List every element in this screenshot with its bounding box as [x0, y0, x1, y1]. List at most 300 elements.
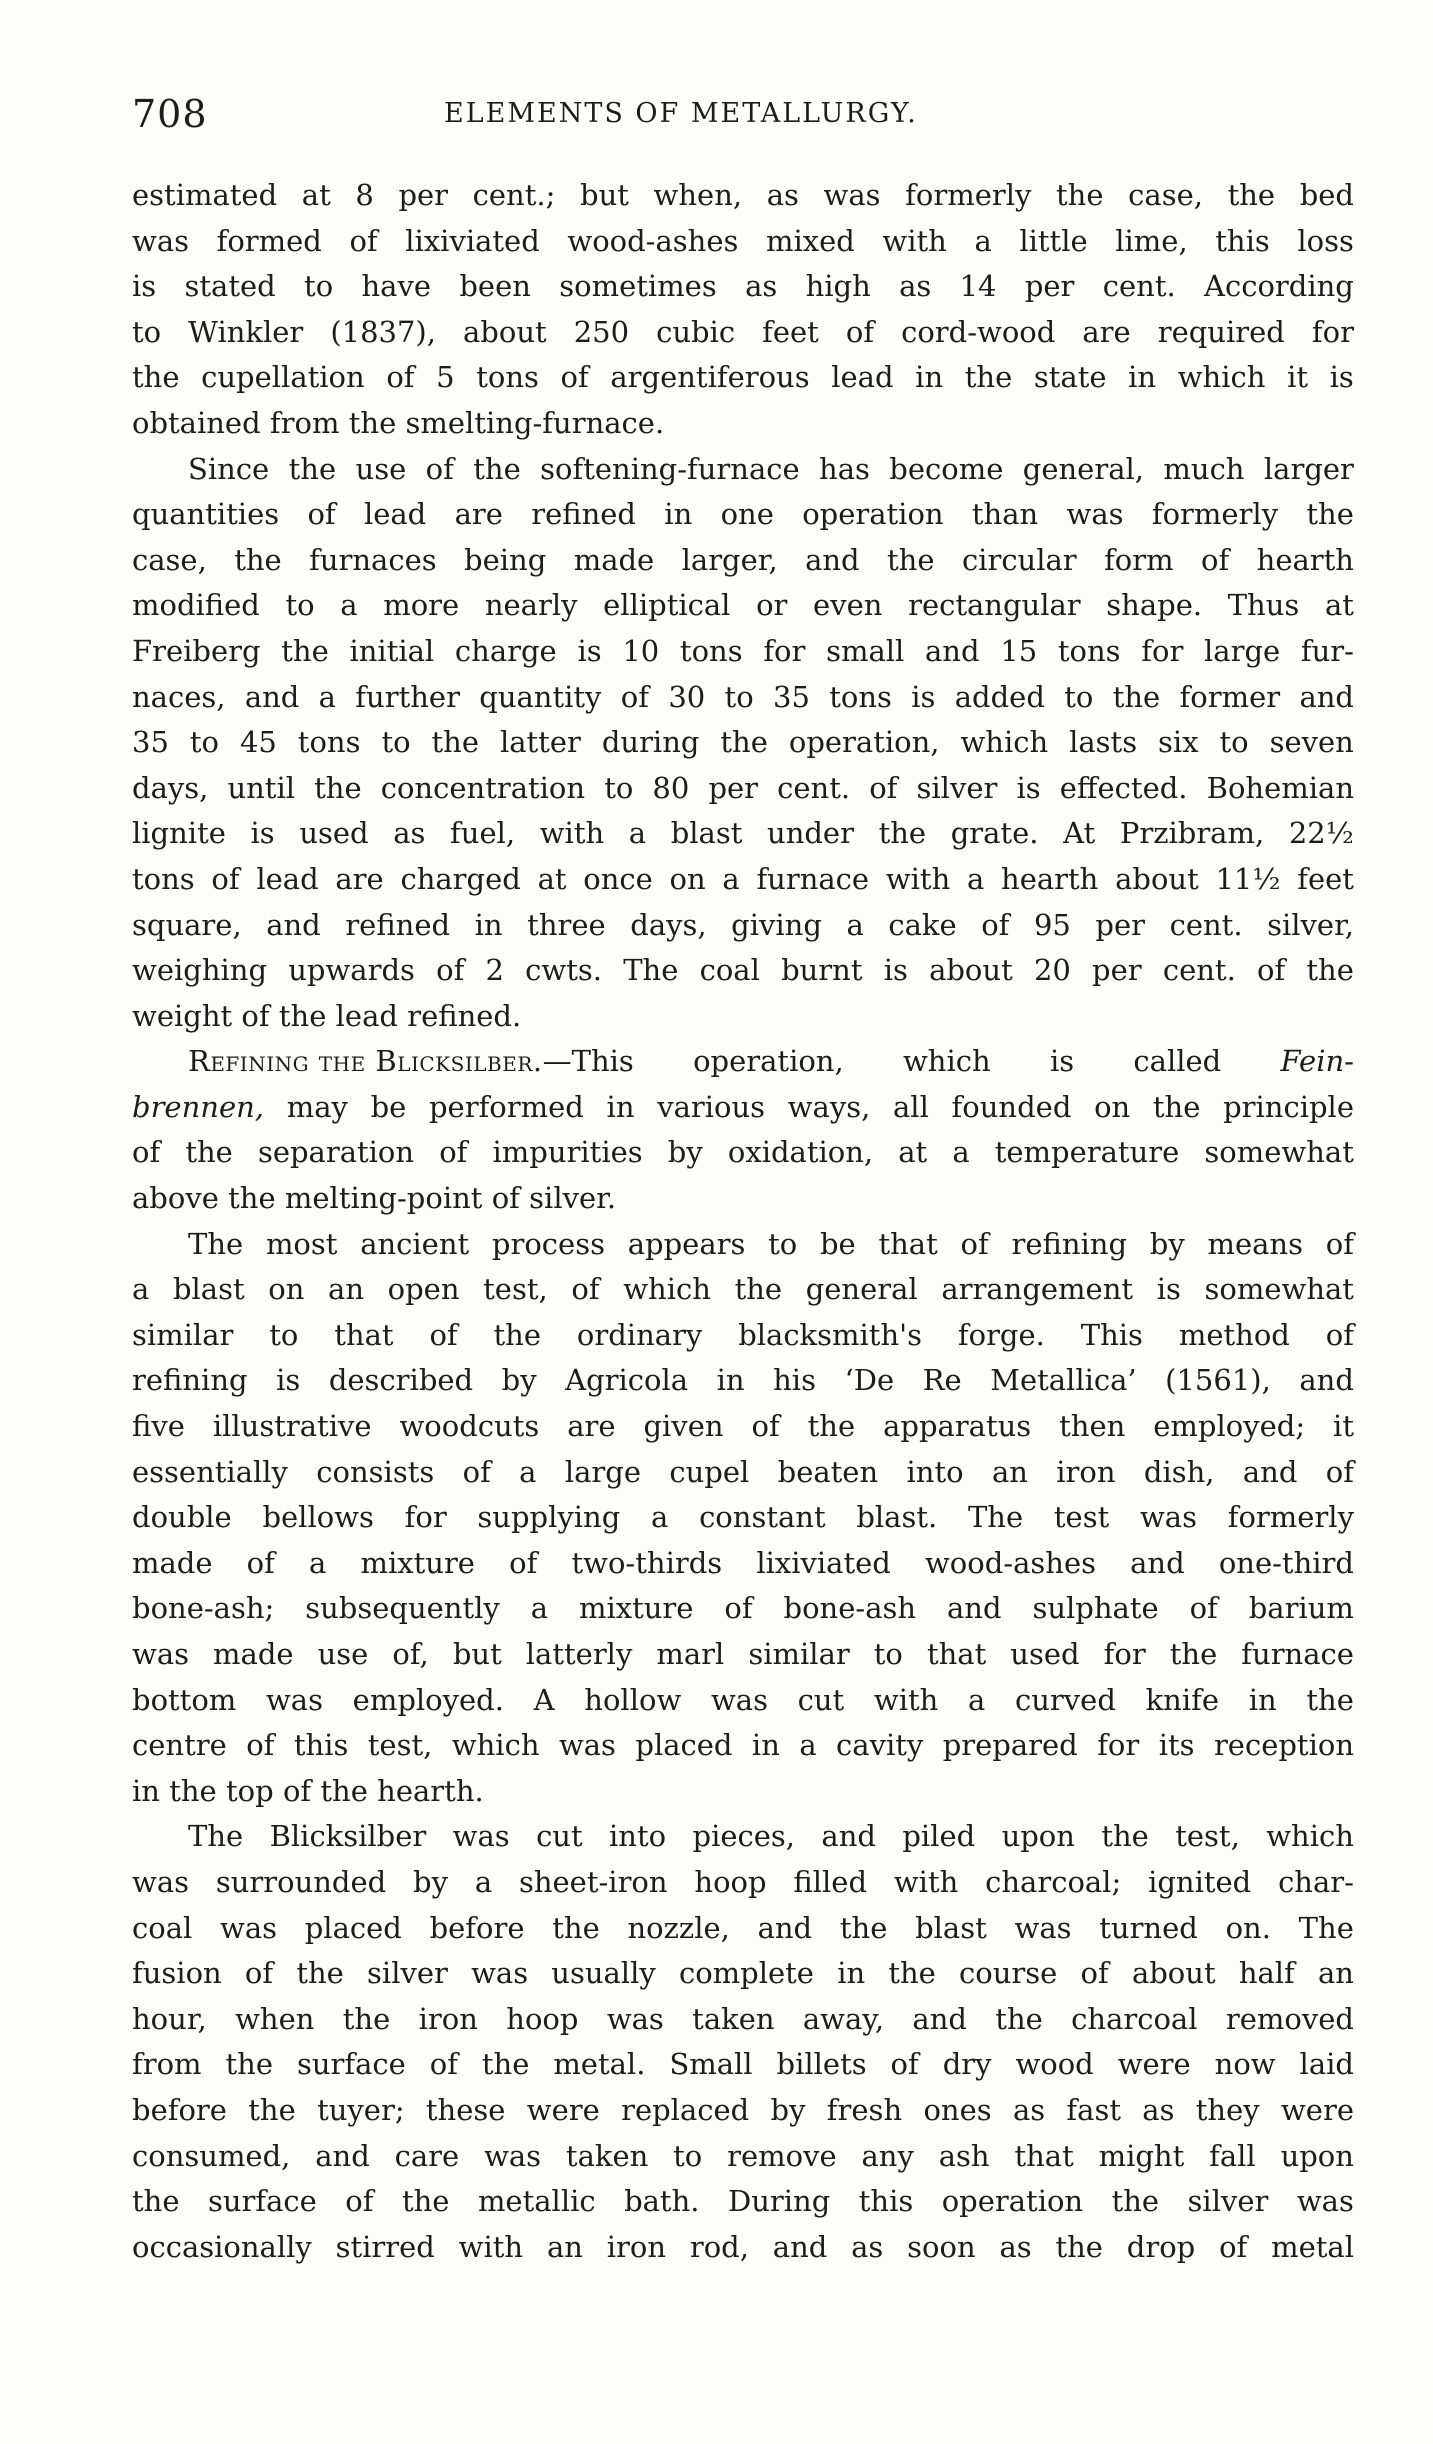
- word: formerly: [1151, 497, 1279, 532]
- word: the: [401, 2184, 450, 2219]
- word: formerly: [905, 178, 1032, 212]
- word: cent.: [1102, 269, 1176, 304]
- word: in: [915, 360, 944, 395]
- word: turned: [1099, 1910, 1198, 1945]
- word: the: [348, 405, 397, 440]
- word: now: [1214, 2047, 1276, 2082]
- word: then: [1059, 1409, 1126, 1444]
- word: 80: [652, 770, 690, 805]
- word: required: [1157, 314, 1285, 349]
- word: were: [1280, 2092, 1354, 2127]
- word: from: [132, 2047, 202, 2082]
- word: sulphate: [1032, 1591, 1159, 1626]
- word: laid: [1299, 2047, 1354, 2082]
- word: and: [912, 2001, 967, 2036]
- word: cupel: [669, 1454, 750, 1489]
- word: dry: [942, 2047, 992, 2082]
- word: operation: [941, 2184, 1084, 2219]
- word: the: [995, 2001, 1043, 2036]
- word: is: [1156, 1272, 1181, 1307]
- word: fast: [1066, 2092, 1121, 2127]
- text-line: [132, 1222, 1354, 1268]
- word: blast: [172, 1272, 245, 1307]
- word: char-: [1278, 1864, 1354, 1899]
- word: to: [189, 725, 219, 760]
- body-text: [132, 173, 1354, 2270]
- word: an: [546, 2229, 583, 2264]
- word: 35: [773, 679, 810, 714]
- text-line: [132, 219, 1354, 265]
- word: used: [299, 816, 369, 851]
- word: the: [1306, 1682, 1354, 1717]
- word: elliptical: [603, 588, 731, 623]
- word: weight: [132, 998, 233, 1033]
- word: Fein-: [1280, 1044, 1354, 1079]
- word: an: [328, 1272, 364, 1307]
- text-line: [132, 1586, 1354, 1632]
- word: Winkler: [188, 314, 304, 349]
- word: Blicksilber: [269, 1819, 427, 1854]
- word: the: [281, 633, 329, 668]
- word: the: [431, 725, 480, 760]
- word: refined: [531, 497, 636, 532]
- word: about: [1115, 861, 1199, 896]
- word: as: [999, 2229, 1032, 2264]
- word: described: [328, 1363, 474, 1398]
- word: as: [851, 2229, 884, 2264]
- word: furnaces: [309, 542, 437, 577]
- word: when,: [653, 178, 743, 212]
- word: loss: [1297, 223, 1354, 258]
- word: of: [1257, 953, 1286, 988]
- word: the: [288, 451, 337, 486]
- text-line: [132, 1039, 1354, 1085]
- word: to: [724, 679, 754, 714]
- text-line: [132, 1769, 1354, 1815]
- word: of: [246, 1728, 275, 1763]
- word: The: [967, 1500, 1024, 1535]
- text-line: [132, 2088, 1354, 2134]
- word: than: [971, 497, 1039, 532]
- word: that: [926, 1637, 987, 1671]
- word: use: [317, 1637, 369, 1671]
- word: larger,: [681, 542, 778, 577]
- text-line: [132, 1678, 1354, 1724]
- word: hearth: [1256, 542, 1354, 577]
- word: essentially: [132, 1454, 288, 1489]
- word: was: [1066, 497, 1124, 532]
- word: The: [1298, 1910, 1354, 1945]
- word: the: [234, 542, 282, 577]
- word: refining: [1011, 1226, 1128, 1261]
- word: upwards: [288, 953, 415, 988]
- word: 8: [355, 178, 374, 212]
- word: even: [813, 588, 883, 623]
- word: case,: [1128, 178, 1203, 212]
- word: is: [577, 633, 602, 668]
- word: further: [355, 679, 460, 714]
- word: from: [269, 405, 340, 440]
- word: centre: [132, 1728, 227, 1763]
- word: which: [960, 725, 1049, 760]
- word: given: [643, 1409, 724, 1444]
- word: of: [241, 998, 270, 1033]
- word: silver: [1187, 2184, 1269, 2219]
- word: The: [188, 1819, 244, 1854]
- word: fuel,: [450, 816, 516, 851]
- word: of: [429, 2047, 458, 2082]
- word: of: [981, 907, 1010, 942]
- word: the: [1056, 178, 1104, 212]
- text-line: [132, 1313, 1354, 1359]
- text-line: [132, 492, 1354, 538]
- word: was: [823, 178, 881, 212]
- word: at: [898, 1135, 928, 1170]
- word: curved: [1015, 1682, 1116, 1717]
- word: as: [393, 816, 426, 851]
- word: cubic: [656, 314, 736, 349]
- word: lasts: [1069, 725, 1138, 760]
- text-line: [132, 903, 1354, 949]
- word: are: [454, 497, 503, 532]
- word: a: [530, 1591, 549, 1626]
- text-line: [132, 538, 1354, 584]
- word: was: [132, 223, 189, 258]
- word: of: [425, 451, 454, 486]
- word: with: [893, 1864, 959, 1899]
- word: cavity: [836, 1728, 924, 1763]
- word: the: [1101, 1819, 1149, 1854]
- word: filled: [793, 1864, 868, 1899]
- word: Small: [669, 2047, 753, 2082]
- word: brennen,: [132, 1089, 265, 1124]
- word: piled: [902, 1819, 976, 1854]
- word: state: [1033, 360, 1107, 395]
- word: ways,: [787, 1089, 871, 1124]
- word: to: [381, 725, 411, 760]
- word: silver.: [529, 1181, 617, 1216]
- word: of: [1325, 1454, 1354, 1489]
- word: apparatus: [883, 1409, 1032, 1444]
- word: in: [1128, 360, 1157, 395]
- word: with: [885, 861, 951, 896]
- word: hour,: [132, 2001, 207, 2036]
- word: various: [657, 1089, 766, 1124]
- word: test: [1053, 1500, 1110, 1535]
- word: grate.: [950, 816, 1039, 851]
- word: soon: [907, 2229, 976, 2264]
- word: in: [837, 1956, 866, 1991]
- word: in: [132, 1773, 160, 1808]
- word: more: [383, 588, 460, 623]
- word: as: [1012, 2092, 1046, 2127]
- word: similar: [748, 1637, 850, 1671]
- text-line: [132, 2134, 1354, 2180]
- word: the: [248, 2092, 296, 2127]
- word: ‘De: [844, 1363, 895, 1398]
- word: these: [425, 2092, 506, 2127]
- text-line: [132, 1997, 1354, 2043]
- text-line: [132, 766, 1354, 812]
- word: for: [404, 1500, 447, 1535]
- word: Bohemian: [1206, 770, 1354, 805]
- word: coal: [699, 953, 760, 988]
- word: naces,: [132, 679, 226, 714]
- word: the: [132, 360, 180, 395]
- word: prepared: [942, 1728, 1078, 1763]
- word: the: [888, 1956, 936, 1991]
- word: a: [846, 907, 864, 942]
- word: for: [1141, 633, 1184, 668]
- word: of: [462, 1454, 491, 1489]
- text-line: [132, 1860, 1354, 1906]
- word: iron: [606, 2229, 667, 2264]
- word: a: [651, 1500, 669, 1535]
- word: as: [899, 269, 932, 304]
- word: 22½: [1288, 816, 1354, 851]
- word: was: [1139, 1500, 1197, 1535]
- word: of: [1219, 2229, 1248, 2264]
- word: of: [244, 1956, 274, 1991]
- word: modified: [132, 588, 260, 623]
- word: its: [1158, 1728, 1195, 1763]
- word: to: [604, 770, 634, 805]
- text-line: [132, 583, 1354, 629]
- word: replaced: [621, 2092, 750, 2127]
- word: of: [282, 1773, 312, 1808]
- word: for: [1103, 1637, 1146, 1671]
- word: a: [722, 861, 740, 896]
- word: process: [491, 1226, 605, 1261]
- text-line: [132, 1176, 1354, 1222]
- word: on: [669, 861, 706, 896]
- word: of,: [392, 1637, 429, 1671]
- word: was: [220, 1910, 277, 1945]
- word: per: [708, 770, 759, 805]
- text-line: [132, 1814, 1354, 1860]
- word: of: [1080, 1956, 1109, 1991]
- word: was: [132, 1637, 189, 1671]
- word: initial: [349, 633, 435, 668]
- word: large: [1204, 633, 1281, 668]
- word: were: [1117, 2047, 1191, 2082]
- word: coal: [132, 1910, 193, 1945]
- word: with: [458, 2229, 524, 2264]
- word: of: [491, 1181, 520, 1216]
- word: the: [473, 451, 521, 486]
- word: that: [1014, 2138, 1074, 2173]
- word: (1837),: [330, 314, 436, 349]
- word: surface: [207, 2184, 317, 2219]
- word: the: [1306, 953, 1354, 988]
- word: are: [335, 861, 384, 896]
- word: cake: [888, 907, 957, 942]
- word: wood-ashes: [924, 1545, 1096, 1580]
- word: Agricola: [565, 1363, 689, 1398]
- word: At: [1063, 816, 1096, 851]
- word: has: [819, 451, 870, 486]
- word: principle: [1223, 1089, 1354, 1124]
- word: of: [571, 1272, 600, 1307]
- text-line: [132, 1130, 1354, 1176]
- word: appears: [627, 1226, 746, 1261]
- word: lead: [831, 360, 894, 395]
- word: charcoal;: [985, 1864, 1122, 1899]
- word: circular: [961, 542, 1077, 577]
- word: furnace: [1241, 1637, 1354, 1671]
- word: with: [539, 816, 605, 851]
- word: was: [452, 1819, 510, 1854]
- word: estimated: [132, 178, 278, 212]
- word: and: [1299, 1363, 1354, 1398]
- word: hoop: [694, 1864, 767, 1899]
- word: 45: [239, 725, 277, 760]
- word: with: [873, 1682, 939, 1717]
- word: the: [314, 770, 362, 805]
- word: of: [436, 953, 465, 988]
- word: lime,: [1115, 223, 1188, 258]
- word: of: [869, 770, 898, 805]
- word: case,: [132, 542, 207, 577]
- word: Freiberg: [132, 633, 261, 668]
- word: sheet-iron: [518, 1864, 668, 1899]
- word: the: [132, 2184, 180, 2219]
- word: general: [805, 1272, 918, 1307]
- word: the: [964, 360, 1013, 395]
- word: silver,: [1267, 907, 1354, 942]
- word: cent.: [1162, 953, 1236, 988]
- word: into: [609, 1819, 667, 1854]
- word: away,: [802, 2001, 885, 2036]
- word: iron: [1056, 1454, 1116, 1489]
- word: consists: [316, 1454, 435, 1489]
- word: as: [1142, 2092, 1175, 2127]
- word: be: [819, 1226, 856, 1261]
- word: iron: [418, 2001, 478, 2036]
- word: ash: [938, 2138, 990, 2173]
- word: about: [929, 953, 1013, 988]
- text-line: [132, 720, 1354, 766]
- word: 15: [1000, 633, 1038, 668]
- word: the: [169, 1773, 217, 1808]
- word: of: [620, 679, 649, 714]
- word: wood-ashes: [567, 223, 739, 258]
- word: tons: [132, 861, 195, 896]
- word: this: [1215, 223, 1270, 258]
- word: in: [474, 907, 503, 942]
- word: might: [1098, 2138, 1185, 2173]
- word: concentration: [380, 770, 586, 805]
- word: surface: [296, 2047, 406, 2082]
- word: Since: [188, 451, 270, 486]
- word: charge: [454, 633, 557, 668]
- word: made: [132, 1545, 213, 1580]
- word: employed;: [1153, 1409, 1306, 1444]
- word: the: [1227, 178, 1276, 212]
- word: Re: [922, 1363, 962, 1398]
- word: of: [890, 2047, 919, 2082]
- word: blast: [670, 816, 743, 851]
- word: of: [246, 1545, 275, 1580]
- word: the: [552, 1910, 600, 1945]
- word: shape.: [1106, 588, 1203, 623]
- word: was: [471, 1956, 529, 1991]
- word: silver: [367, 1956, 448, 1991]
- word: cent.: [777, 770, 851, 805]
- word: hoop: [506, 2001, 579, 2036]
- word: 20: [1033, 953, 1071, 988]
- word: (1561),: [1165, 1363, 1271, 1398]
- word: 11½: [1215, 861, 1281, 896]
- word: to: [132, 314, 162, 349]
- word: is: [132, 269, 157, 304]
- word: cord-wood: [901, 314, 1056, 349]
- word: placed: [635, 1728, 733, 1763]
- word: of: [1189, 1591, 1218, 1626]
- word: a: [340, 588, 358, 623]
- word: 95: [1033, 907, 1071, 942]
- word: This: [1080, 1317, 1143, 1352]
- word: a: [967, 861, 985, 896]
- word: by: [413, 1864, 448, 1899]
- word: a: [968, 1682, 986, 1717]
- text-line: [132, 1358, 1354, 1404]
- word: test,: [367, 1728, 433, 1763]
- word: which: [623, 1272, 711, 1307]
- word: ignited: [1148, 1864, 1252, 1899]
- word: care: [394, 2138, 460, 2173]
- word: bed: [1299, 178, 1354, 212]
- word: of: [1325, 1317, 1354, 1352]
- text-line: [132, 1632, 1354, 1678]
- word: burnt: [781, 953, 863, 988]
- word: on: [1094, 1089, 1131, 1124]
- word: nearly: [484, 588, 578, 623]
- word: of: [211, 861, 240, 896]
- word: is: [883, 953, 908, 988]
- word: his: [773, 1363, 816, 1398]
- word: refining: [132, 1363, 248, 1398]
- word: of: [560, 360, 589, 395]
- word: and: [772, 2229, 828, 2264]
- word: pieces,: [692, 1819, 796, 1854]
- word: tons: [476, 360, 539, 395]
- word: made: [573, 542, 655, 577]
- word: per: [398, 178, 449, 212]
- word: ordinary: [576, 1317, 703, 1352]
- word: which: [1266, 1819, 1354, 1854]
- word: feet: [1297, 861, 1354, 896]
- word: The: [188, 1226, 244, 1261]
- word: to: [673, 2138, 703, 2173]
- word: lignite: [132, 816, 226, 851]
- word: by: [770, 2092, 806, 2127]
- word: 5: [436, 360, 455, 395]
- word: According: [1204, 269, 1354, 304]
- text-line: [132, 447, 1354, 493]
- word: lixiviated: [756, 1545, 891, 1580]
- word: employed.: [352, 1682, 504, 1717]
- word: charcoal: [1071, 2001, 1198, 2036]
- word: course: [959, 1956, 1058, 1991]
- word: to: [1219, 725, 1249, 760]
- word: fusion: [132, 1956, 222, 1991]
- word: latterly: [525, 1637, 633, 1671]
- word: the: [228, 1181, 276, 1216]
- word: the: [1111, 2184, 1160, 2219]
- word: bottom: [132, 1682, 237, 1717]
- word: operation,: [693, 1044, 844, 1079]
